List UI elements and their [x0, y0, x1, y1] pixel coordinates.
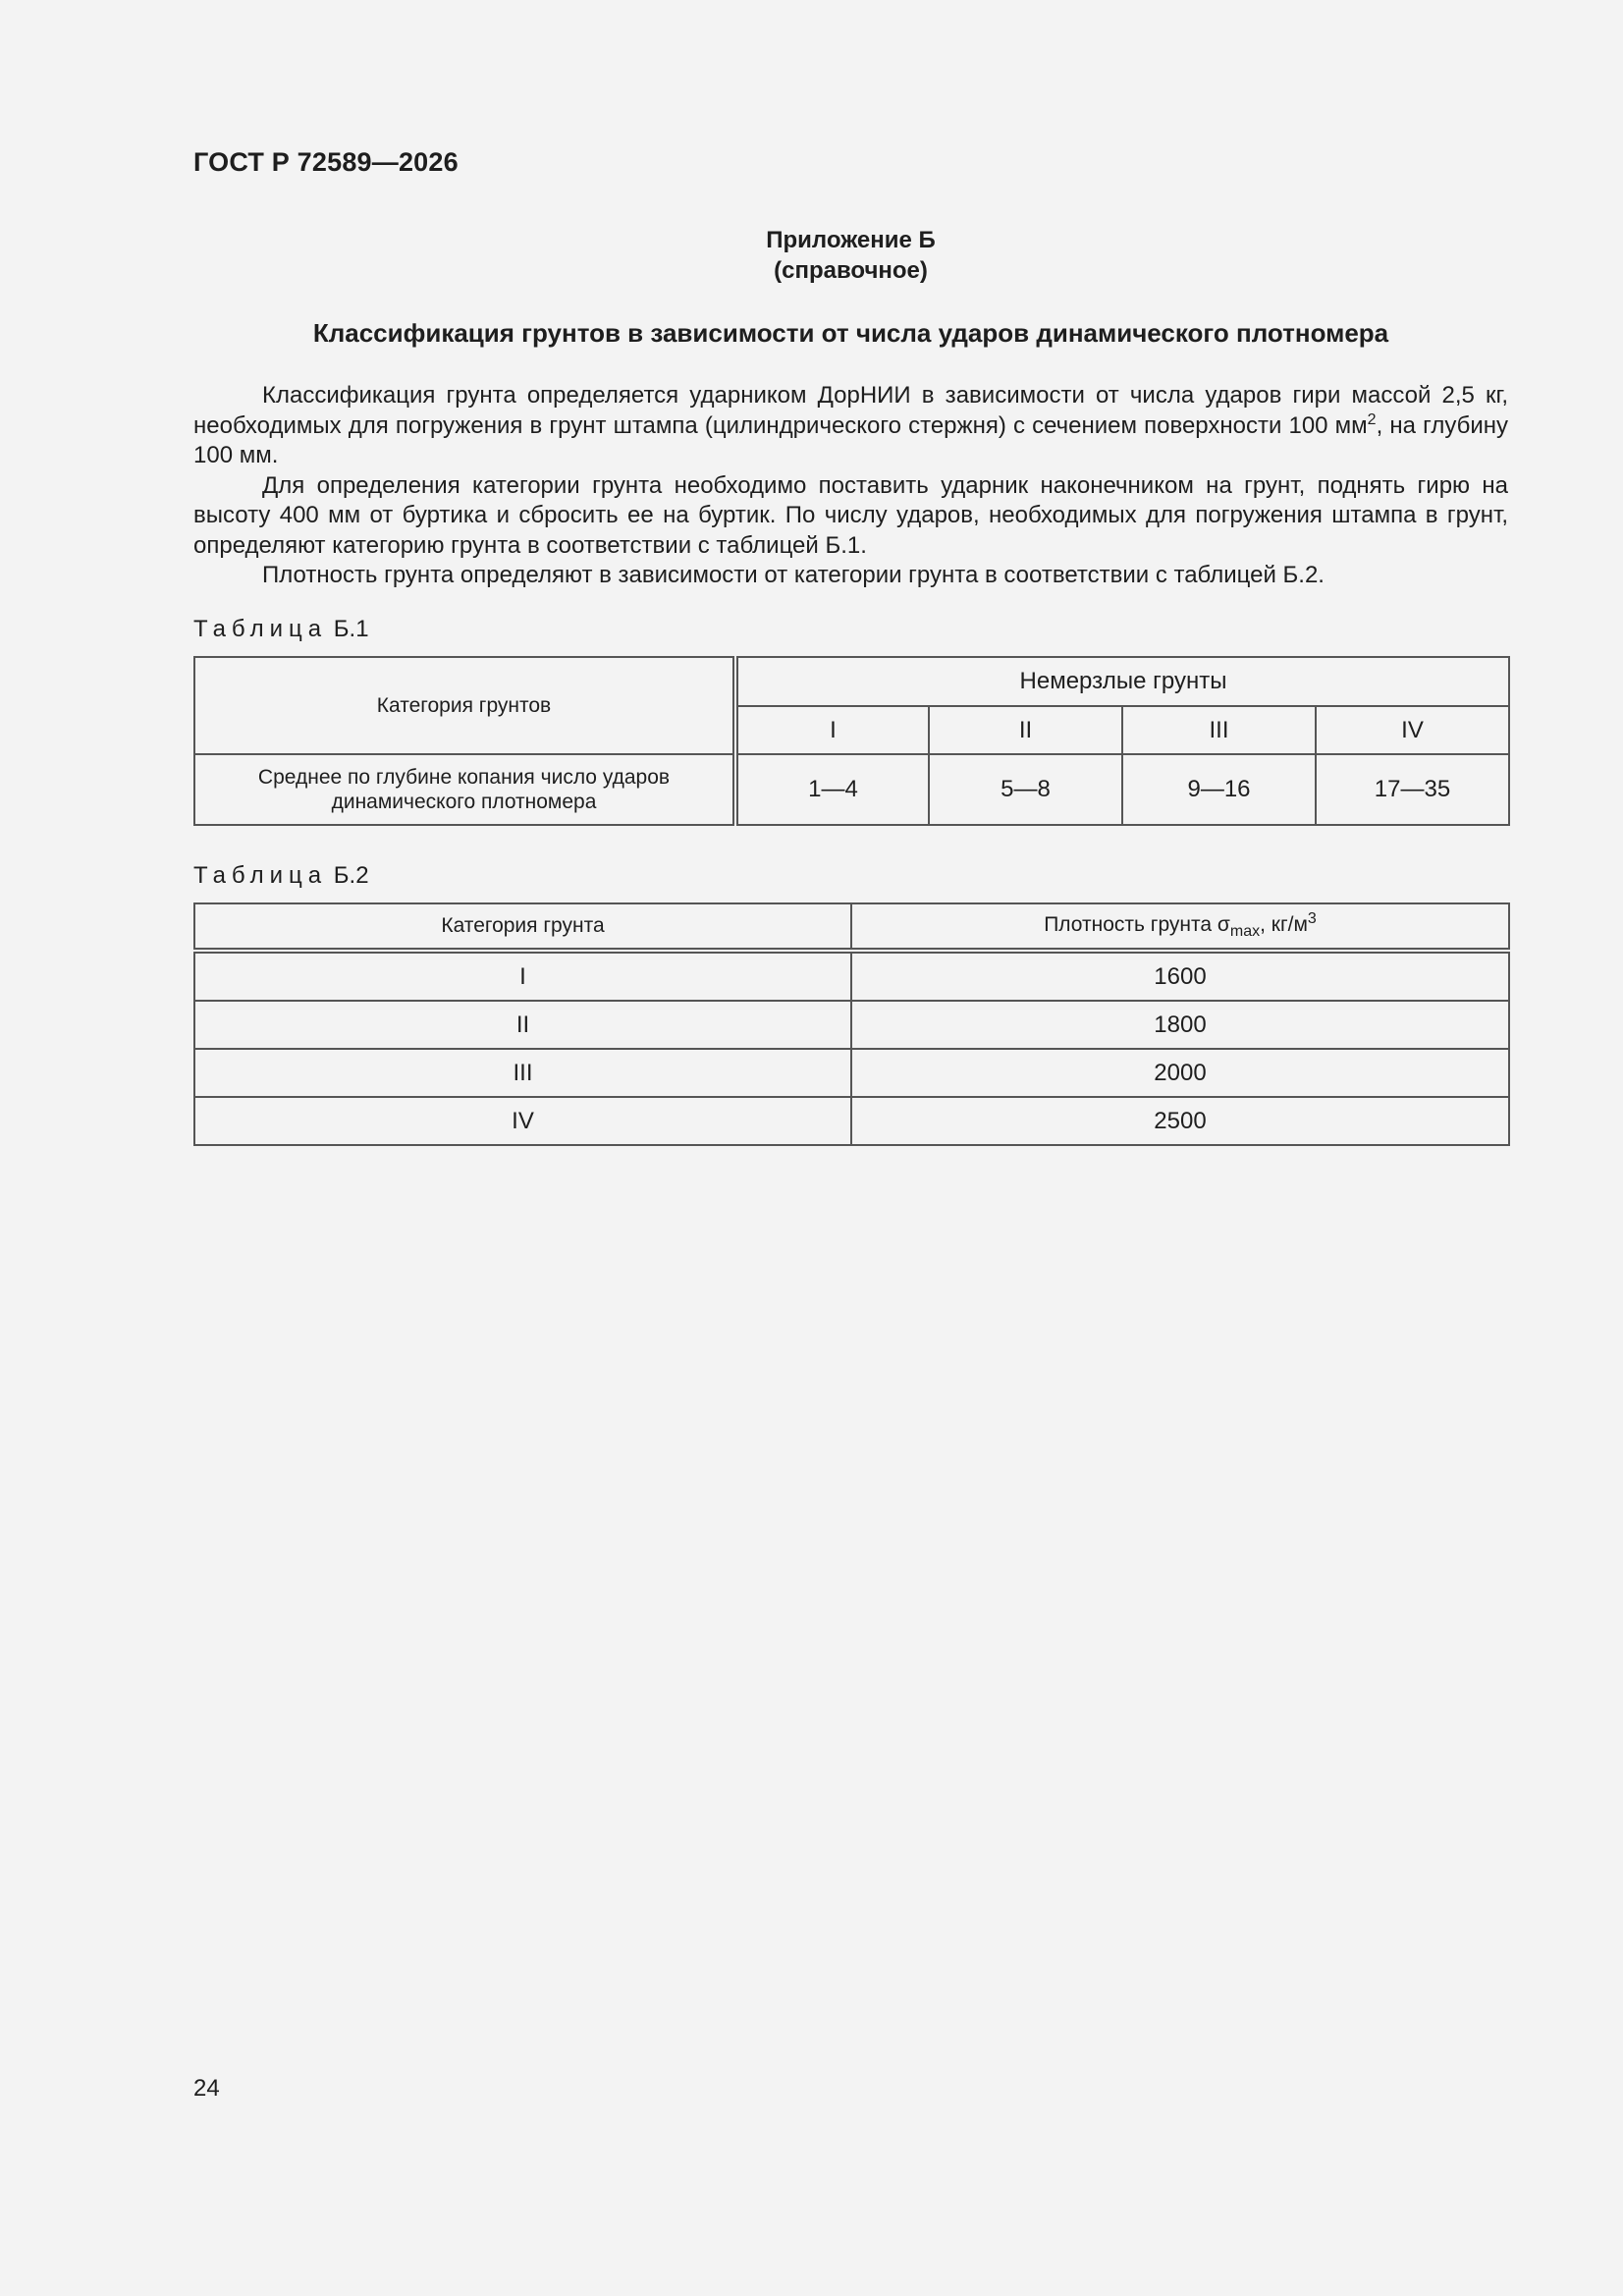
- table1-caption: Таблица Б.1: [193, 616, 369, 642]
- table-row: [194, 951, 1509, 1001]
- table-row: [194, 1049, 1509, 1097]
- section-title: Классификация грунтов в зависимости от числа ударов динамического плотномера: [312, 318, 1389, 348]
- table2-caption: Таблица Б.2: [193, 862, 369, 889]
- table2-category: I: [194, 951, 851, 1001]
- table1-group-header: Немерзлые грунты: [735, 657, 1509, 706]
- table2-col2-header: Плотность грунта $\sigma_{max}$, $кг/м^3$: [851, 903, 1509, 951]
- table1-value: 9—16: [1122, 754, 1316, 825]
- table-b2: [193, 902, 1510, 1146]
- table1-row-header: Категория грунтов: [194, 657, 735, 754]
- table2-density: 1600: [851, 951, 1509, 1001]
- table2-category: III: [194, 1049, 851, 1097]
- table1-category: IV: [1316, 706, 1509, 754]
- table2-category: IV: [194, 1097, 851, 1145]
- paragraph-1: Классификация грунта определяется ударником ДорНИИ в зависимости от числа ударов гири массой 2,5 кг, необходимых для погружения в грунт штампа (цилиндрического стержня) с сечением поверхности 100 $мм^2$, на глубину 100 мм.: [193, 382, 1509, 468]
- paragraph-3: Плотность грунта определяют в зависимости от категории грунта в соответствии с таблицей Б.2.: [262, 562, 1325, 588]
- page-number: 24: [193, 2075, 220, 2102]
- table1-value: 5—8: [929, 754, 1122, 825]
- table1-category: II: [929, 706, 1122, 754]
- appendix-title: Приложение Б: [766, 227, 936, 253]
- table1-row-label: Среднее по глубине копания число ударов динамического плотномера: [194, 754, 735, 825]
- table2-density: 2000: [851, 1049, 1509, 1097]
- table-row: [194, 1001, 1509, 1049]
- table2-category: II: [194, 1001, 851, 1049]
- document-id: ГОСТ Р 72589—2026: [193, 147, 459, 177]
- body-text: [193, 381, 1508, 591]
- table1-value: 1—4: [735, 754, 929, 825]
- table2-density: 2500: [851, 1097, 1509, 1145]
- paragraph-2: Для определения категории грунта необходимо поставить ударник наконечником на грунт, поднять гирю на высоту 400 мм от буртика и сбросить ее на буртик. По числу ударов, необходимых для погружения штампа в грунт, определяют категорию грунта в соответствии с таблицей Б.1.: [193, 471, 1508, 559]
- table1-value: 17—35: [1316, 754, 1509, 825]
- table2-density: 1800: [851, 1001, 1509, 1049]
- appendix-heading: [193, 225, 1508, 286]
- table1-category: I: [735, 706, 929, 754]
- table2-col1-header: Категория грунта: [194, 903, 851, 951]
- appendix-subtitle: (справочное): [774, 257, 928, 284]
- table-row: [194, 1097, 1509, 1145]
- table1-category: III: [1122, 706, 1316, 754]
- table-b1: [193, 656, 1510, 826]
